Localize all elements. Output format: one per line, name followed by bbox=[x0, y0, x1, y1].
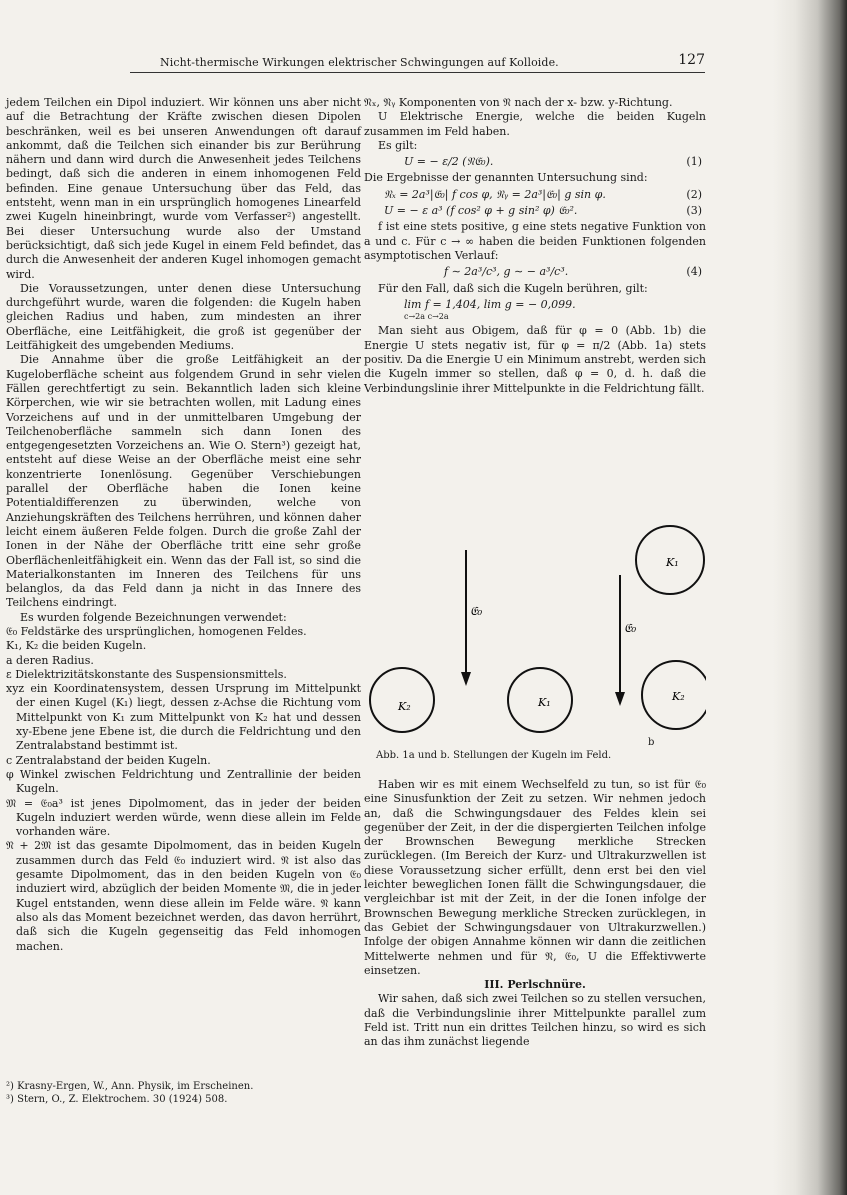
right-column-bottom bbox=[364, 778, 706, 1050]
footnote: ³) Stern, O., Z. Elektrochem. 30 (1924) 508. bbox=[6, 1094, 228, 1105]
definition-item: K₁, K₂ die beiden Kugeln. bbox=[6, 639, 147, 653]
page-number: 127 bbox=[678, 52, 705, 68]
right-column-top bbox=[364, 96, 706, 396]
equation-2 bbox=[364, 188, 706, 202]
sphere-label: K₂ bbox=[672, 690, 685, 703]
equation-5-subscript: c→2a c→2a bbox=[404, 312, 449, 322]
equation-number: (1) bbox=[686, 155, 702, 169]
paragraph: jedem Teilchen ein Dipol induziert. Wir können uns aber nicht auf die Betrachtung der Kräfte zwischen diesen Dipolen beschränken, weil es bei unseren Anwendungen oft darauf ankommt, daß die Teilchen sich einander bis zur Berührung nähern und dann wird durch die Anwesenheit jedes Teilchens bedingt, daß sich die anderen in einem inhomogenen Feld befinden. Eine genaue Untersuchung über das Feld, das entsteht, wenn man in ein ursprünglich homogenes Linearfeld zwei Kugeln hineinbringt, wurde vom Verfasser²) angestellt. Bei dieser Untersuchung wurde also der Umstand berücksichtigt, daß sich jede Kugel in einem Feld befindet, das durch die Anwesenheit der anderen Kugel inhomogen gemacht wird. bbox=[6, 96, 361, 281]
equation-body: lim f = 1,404, lim g = − 0,099. bbox=[404, 297, 576, 311]
definition-item: 𝔑 + 2𝔐 ist das gesamte Dipolmoment, das in beiden Kugeln zusammen durch das Feld 𝔈₀ induziert wird. 𝔑 ist also das gesamte Dipolmoment, das in den beiden Kugeln von 𝔈₀ induziert wird, abzüglich der beiden Momente 𝔐, die in jeder Kugel entstanden, wenn diese allein im Felde wäre. 𝔑 kann also als das Moment bezeichnet werden, das davon herrührt, daß sich die Kugeln gegenseitig das Feld inhomogen machen. bbox=[6, 839, 361, 953]
equation-number: (4) bbox=[686, 265, 702, 279]
paragraph: f ist eine stets positive, g eine stets negative Funktion von a und c. Für c → ∞ haben die beiden Funktionen folgenden asymptotischen Verlauf: bbox=[364, 220, 706, 262]
sphere-label: K₁ bbox=[666, 556, 679, 569]
field-label: 𝔈₀ bbox=[624, 621, 637, 635]
footnote: ²) Krasny-Ergen, W., Ann. Physik, im Erscheinen. bbox=[6, 1081, 254, 1092]
definition-item: a deren Radius. bbox=[6, 653, 94, 667]
equation-number: (3) bbox=[686, 204, 702, 218]
left-column bbox=[6, 96, 361, 954]
definition-item: 𝔈₀ Feldstärke des ursprünglichen, homogenen Feldes. bbox=[6, 624, 307, 638]
sphere-label: K₁ bbox=[538, 696, 551, 709]
paragraph: Haben wir es mit einem Wechselfeld zu tun, so ist für 𝔈₀ eine Sinusfunktion der Zeit zu setzen. Wir nehmen jedoch an, daß die Schwingungsdauer des Feldes klein sei gegenüber der Zeit, in der die dispergierten Teilchen infolge der Brownschen Bewegung merkliche Strecken zurücklegen. (Im Bereich der Kurz- und Ultrakurzwellen ist diese Voraussetzung sicher erfüllt, denn erst bei den viel leichter beweglichen Ionen fällt die Schwingungsdauer, die vergleichbar ist mit der Zeit, in der die Ionen infolge der Brownschen Bewegung merkliche Strecken zurücklegen, in das Gebiet der Schwingungsdauer von Ultrakurzwellen.) Infolge der obigen Annahme können wir dann die zeitlichen Mittelwerte nehmen und für 𝔑, 𝔈₀, U die Effektivwerte einsetzen. bbox=[364, 778, 706, 977]
paragraph: Wir sahen, daß sich zwei Teilchen so zu stellen versuchen, daß die Verbindungslinie ihrer Mittelpunkte parallel zum Feld ist. Tritt nun ein drittes Teilchen hinzu, so wird es sich an das ihm zunächst liegende bbox=[364, 992, 706, 1049]
figure-1 bbox=[366, 520, 706, 785]
figure-label-b: b bbox=[648, 737, 655, 748]
equation-body: 𝔑ₓ = 2a³|𝔈₀| f cos φ, 𝔑ᵧ = 2a³|𝔈₀| g sin φ. bbox=[384, 187, 606, 201]
sphere-label: K₂ bbox=[398, 700, 411, 713]
field-arrow-head bbox=[461, 672, 471, 686]
field-label: 𝔈₀ bbox=[470, 604, 483, 618]
equation-body: U = − ε a³ (f cos² φ + g sin² φ) 𝔈₀². bbox=[384, 204, 578, 218]
field-arrow-head bbox=[615, 692, 625, 706]
definition-item: φ Winkel zwischen Feldrichtung und Zentrallinie der beiden Kugeln. bbox=[6, 767, 361, 796]
paragraph: Die Voraussetzungen, unter denen diese Untersuchung durchgeführt wurde, waren die folgenden: die Kugeln haben gleichen Radius und haben, zum mindesten an ihrer Oberfläche, eine Leitfähigkeit, die groß ist gegenüber der Leitfähigkeit des umgebenden Mediums. bbox=[6, 281, 361, 353]
equation-body: f ∼ 2a³/c³, g ∼ − a³/c³. bbox=[444, 265, 569, 279]
equation-4 bbox=[364, 265, 706, 279]
paragraph: Die Ergebnisse der genannten Untersuchung sind: bbox=[364, 171, 648, 185]
figure-1a bbox=[370, 550, 572, 732]
definition-item: xyz ein Koordinatensystem, dessen Ursprung im Mittelpunkt der einen Kugel (K₁) liegt, dessen z-Achse die Richtung vom Mittelpunkt von K₁ zum Mittelpunkt von K₂ hat und dessen xy-Ebene jene Ebene ist, die durch die Feldrichtung und den Zentralabstand bestimmt ist. bbox=[6, 682, 361, 753]
equation-body: U = − ε/2 (𝔑𝔈₀). bbox=[404, 155, 494, 169]
paragraph: 𝔑ₓ, 𝔑ᵧ Komponenten von 𝔑 nach der x- bzw. y-Richtung. bbox=[364, 96, 673, 109]
paragraph: Es wurden folgende Bezeichnungen verwendet: bbox=[20, 610, 287, 624]
footnotes bbox=[6, 1080, 326, 1106]
equation-number: (2) bbox=[686, 187, 702, 201]
equation-3 bbox=[364, 204, 706, 218]
figure-caption: Abb. 1a und b. Stellungen der Kugeln im Feld. bbox=[376, 750, 612, 761]
paragraph: Man sieht aus Obigem, daß für φ = 0 (Abb. 1b) die Energie U stets negativ ist, für φ = π/2 (Abb. 1a) stets positiv. Da die Energie U ein Minimum anstrebt, werden sich die Kugeln immer so stellen, daß φ = 0, d. h. daß die Verbindungslinie ihrer Mittelpunkte in die Feldrichtung fällt. bbox=[364, 324, 706, 395]
running-title: Nicht-thermische Wirkungen elektrischer Schwingungen auf Kolloide. bbox=[160, 56, 559, 69]
equation-1 bbox=[364, 155, 706, 169]
paragraph: Es gilt: bbox=[378, 138, 418, 152]
definition-item: ε Dielektrizitätskonstante des Suspensionsmittels. bbox=[6, 667, 287, 681]
section-title: III. Perlschnüre. bbox=[484, 978, 586, 992]
definition-item: c Zentralabstand der beiden Kugeln. bbox=[6, 753, 211, 767]
definition-item: 𝔐 = 𝔈₀a³ ist jenes Dipolmoment, das in jeder der beiden Kugeln induziert werden würde, wenn diese allein im Felde vorhanden wäre. bbox=[6, 796, 361, 839]
figure-1b bbox=[615, 526, 706, 729]
paragraph: Für den Fall, daß sich die Kugeln berühren, gilt: bbox=[378, 281, 648, 295]
running-header bbox=[130, 54, 705, 73]
paragraph: Die Annahme über die große Leitfähigkeit an der Kugeloberfläche scheint aus folgendem Grund in sehr vielen Fällen gerechtfertigt zu sein. Bekanntlich laden sich kleine Körperchen, wie wir sie betrachten wollen, mit Ladung eines Vorzeichens auf und in der unmittelbaren Umgebung der Teilchenoberfläche sammeln sich dann Ionen des entgegengesetzten Vorzeichens an. Wie O. Stern³) gezeigt hat, entsteht auf diese Weise an der Oberfläche meist eine sehr konzentrierte Ionenlösung. Gegenüber Verschiebungen parallel der Oberfläche haben die Ionen keine Potentialdifferenzen zu überwinden, welche von Anziehungskräften des Teilchens herrühren, und können daher leicht einem äußeren Felde folgen. Durch die große Zahl der Ionen in der Nähe der Oberfläche tritt eine sehr große Oberflächenleitfähigkeit ein. Wenn das der Fall ist, so sind die Materialkonstanten im Inneren des Teilchens für uns belanglos, da das Feld dann ja nicht in das Innere des Teilchens eindringt. bbox=[6, 353, 361, 610]
page-edge-shadow bbox=[773, 0, 847, 1195]
paragraph: U Elektrische Energie, welche die beiden Kugeln zusammen im Feld haben. bbox=[364, 110, 706, 138]
